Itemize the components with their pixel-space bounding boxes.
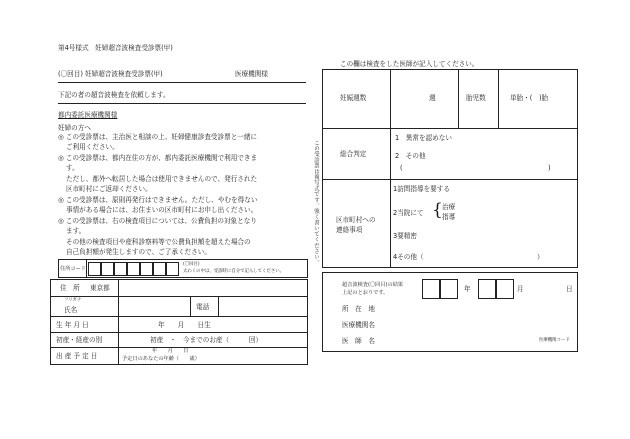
notice-title: 妊婦の方へ	[58, 124, 91, 132]
notice-4b: ます。	[66, 227, 86, 235]
fetus-value[interactable]: 単胎・( )胎	[510, 94, 549, 102]
clinic-name-label: 医療機関名	[342, 321, 375, 329]
liaison-option-3[interactable]: 3要精密	[393, 232, 417, 240]
notice-3b: 事情がある場合には、お住まいの区市町村にお申し出ください。	[66, 206, 258, 214]
judgment-option-2[interactable]: 2 その他	[395, 152, 426, 160]
left-header-to: 医療機関様	[235, 70, 268, 78]
liaison-label-1: 区市町村への	[336, 216, 376, 224]
carbon-copy-note: この受診票は複写式です。強く書いてください。	[313, 140, 319, 266]
round-label: (〇回目)	[183, 262, 200, 267]
institution-label: 都内委託医療機関様	[58, 111, 118, 119]
due-units[interactable]: 年 月 日	[152, 348, 189, 354]
notice-4d: 自己負担額が発生しますので、ご了承ください。	[66, 248, 211, 256]
notice-2b: す。	[66, 164, 79, 172]
location-label: 所 在 地	[342, 305, 375, 313]
form-code: 第4号様式 妊婦超音波検査受診票(甲)	[58, 44, 173, 52]
notice-1a: ◎ この受診票は、主治医と相談の上、妊婦健康診査受診票と一緒に	[58, 133, 258, 141]
liaison-option-1[interactable]: 1訪問指導を要する	[393, 185, 450, 193]
result-line-2: 上記のとおりです。	[342, 290, 389, 296]
notice-2c: ただし、都外へ転居した場合は使用できませんので、発行された	[66, 175, 258, 183]
notice-1b: ご利用ください。	[66, 143, 119, 151]
clinic-code-label: 医療機関コード	[539, 338, 570, 343]
liaison-option-2[interactable]: 2当院にて	[393, 209, 424, 217]
due-age[interactable]: 予定日のあなたの年齢（ 歳）	[122, 356, 200, 362]
doctor-section-header: この欄は検査をした医師が記入してください。	[340, 60, 479, 68]
phone-label: 電話	[196, 303, 210, 311]
fetus-label: 胎児数	[466, 94, 486, 102]
parity-label: 初産・経産の別	[56, 336, 103, 344]
notice-4a: ◎ この受診票は、右の検査項目については、公費負担の対象となり	[58, 217, 257, 225]
result-day-label: 日	[566, 285, 573, 293]
judgment-option-1[interactable]: 1 異常を認めない	[395, 134, 452, 142]
furigana-label: フリガナ	[64, 298, 82, 303]
notice-2a: ◎ この受診票は、都内在住の方が、都内委託医療機関で利用できま	[58, 154, 258, 162]
request-text: 下記の者の超音波検査を依頼します。	[58, 91, 170, 99]
liaison-option-2a[interactable]: 治療	[442, 203, 456, 211]
liaison-option-4-close: ）	[537, 253, 544, 261]
left-header-title: (〇回目) 妊婦超音波検査受診票(甲)	[58, 70, 163, 78]
doctor-name-label: 医 師 名	[342, 337, 375, 345]
parity-value[interactable]: 初産 ・ 今までのお産（ 回）	[150, 336, 263, 344]
address-value[interactable]: 東京都	[90, 284, 110, 292]
weeks-label: 妊娠週数	[340, 94, 367, 102]
address-code-label: 住所コード	[60, 266, 86, 272]
judgment-label: 総合判定	[340, 150, 367, 158]
birth-units[interactable]: 年 月 日生	[158, 321, 211, 329]
judgment-paren-open: (	[400, 164, 403, 172]
weeks-unit[interactable]: 週	[429, 94, 436, 102]
result-month-label: 月	[517, 285, 524, 293]
name-label: 氏名	[64, 306, 78, 314]
liaison-option-4[interactable]: 4その他（	[393, 253, 424, 261]
liaison-brace: {	[432, 200, 443, 220]
liaison-label-2: 連絡事項	[336, 226, 363, 234]
result-year-label: 年	[464, 285, 471, 293]
round-note: 太わくの中は、受診時に自分で記入してください。	[183, 269, 284, 274]
judgment-paren-close: )	[548, 164, 551, 172]
due-label: 出 産 予 定 日	[56, 352, 98, 360]
result-line-1: 超音波検査(〇回目)の結果	[342, 282, 404, 288]
birth-label: 生 年 月 日	[56, 321, 89, 329]
liaison-option-2b[interactable]: 指導	[442, 213, 456, 221]
notice-3a: ◎ この受診票は、原則再発行はできません。ただし、やむを得ない	[58, 196, 258, 204]
notice-4c: その他の検査項目や産科診察料等で公費負担額を超えた場合の	[66, 238, 251, 246]
notice-2d: 区市町村にご返却ください。	[66, 185, 152, 193]
address-label: 住 所	[60, 284, 80, 292]
